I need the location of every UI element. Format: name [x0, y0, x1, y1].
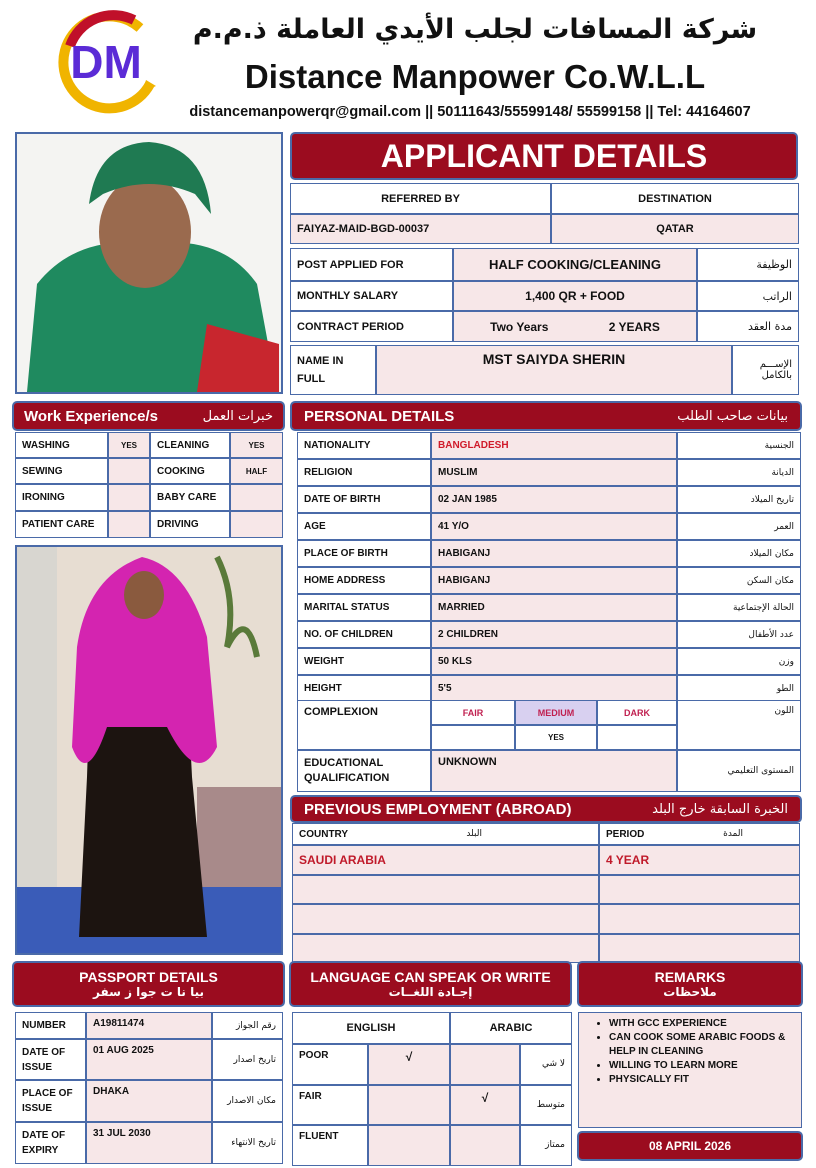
name-arabic: الإســـم بالكامل [732, 345, 799, 395]
remarks-title: REMARKS [654, 969, 726, 985]
work-skill-value [108, 458, 150, 484]
remark-item: • WILLING TO LEARN MORE [609, 1059, 795, 1073]
work-skill-value: HALF [230, 458, 283, 484]
passport-field-arabic: مكان الاصدار [212, 1080, 283, 1122]
complexion-arabic: اللون [677, 700, 801, 750]
passport-field-arabic: تاريخ اصدار [212, 1039, 283, 1080]
employment-country [292, 875, 599, 905]
country-label: COUNTRY [299, 828, 349, 840]
personal-field-label: MARITAL STATUS [297, 594, 431, 621]
applicant-photo [15, 132, 283, 394]
personal-field-label: HOME ADDRESS [297, 567, 431, 594]
contract-arabic: مدة العقد [697, 311, 799, 342]
passport-field-value: DHAKA [86, 1080, 212, 1122]
company-contact: distancemanpowerqr@gmail.com || 50111643/55599148/ 55599158 || Tel: 44164607 [189, 104, 751, 120]
complexion-blank-1 [431, 725, 515, 750]
personal-field-label: PLACE OF BIRTH [297, 540, 431, 567]
previous-employment-header [290, 795, 802, 823]
passport-field-label: DATE OF EXPIRY [15, 1122, 86, 1164]
employment-country: SAUDI ARABIA [292, 845, 599, 875]
employment-period [599, 875, 800, 905]
name-value: MST SAIYDA SHERIN [376, 345, 732, 395]
post-label: POST APPLIED FOR [290, 248, 453, 281]
personal-field-arabic: الحالة الإجتماعية [677, 594, 801, 621]
remarks-title-ar: ملاحظات [663, 985, 717, 999]
personal-field-value: 41 Y/O [431, 513, 677, 540]
passport-field-value: A19811474 [86, 1012, 212, 1039]
passport-title-ar: بيا نا ت جوا ز سفر [93, 985, 204, 999]
personal-field-arabic: العمر [677, 513, 801, 540]
passport-field-arabic: رقم الجواز [212, 1012, 283, 1039]
passport-header [12, 961, 285, 1007]
work-skill-label: CLEANING [150, 432, 230, 458]
employment-country-header [292, 823, 599, 845]
full-body-photo [15, 545, 283, 955]
language-title-ar: إجـادة اللغــات [388, 985, 473, 999]
full-body-illustration [17, 547, 281, 953]
work-skill-label: BABY CARE [150, 484, 230, 511]
applicant-details-title: APPLICANT DETAILS [290, 132, 798, 180]
personal-field-arabic: مكان السكن [677, 567, 801, 594]
personal-field-value: MARRIED [431, 594, 677, 621]
language-arabic-mark: √ [450, 1085, 520, 1126]
contract-value-words: Two Years [490, 319, 549, 334]
language-title: LANGUAGE CAN SPEAK OR WRITE [310, 969, 551, 985]
employment-period: 4 YEAR [599, 845, 800, 875]
work-skill-value [230, 484, 283, 511]
personal-field-label: DATE OF BIRTH [297, 486, 431, 513]
personal-field-label: NATIONALITY [297, 432, 431, 459]
work-skill-label: COOKING [150, 458, 230, 484]
work-skill-value [108, 511, 150, 538]
language-arabic-mark [450, 1044, 520, 1085]
salary-arabic: الراتب [697, 281, 799, 311]
personal-field-value: 50 KLS [431, 648, 677, 675]
personal-details-header [290, 401, 802, 431]
company-english-name: Distance Manpower Co.W.L.L [244, 58, 706, 95]
language-level-label: FLUENT [292, 1125, 368, 1166]
personal-field-value: 5'5 [431, 675, 677, 702]
company-logo [50, 6, 162, 118]
employment-period [599, 904, 800, 934]
passport-field-value: 31 JUL 2030 [86, 1122, 212, 1164]
portrait-illustration [17, 134, 281, 392]
language-header [289, 961, 572, 1007]
work-skill-value [230, 511, 283, 538]
work-skill-label: DRIVING [150, 511, 230, 538]
passport-field-label: DATE OF ISSUE [15, 1039, 86, 1080]
english-header: ENGLISH [292, 1012, 450, 1044]
personal-field-value: MUSLIM [431, 459, 677, 486]
remark-item: • CAN COOK SOME ARABIC FOODS & HELP IN CLEANING [609, 1031, 795, 1059]
period-label: PERIOD [606, 828, 645, 840]
referred-by-label: REFERRED BY [290, 183, 551, 214]
complexion-selected: YES [515, 725, 597, 750]
remark-item: • WITH GCC EXPERIENCE [609, 1017, 795, 1031]
work-experience-title: Work Experience/s [24, 407, 158, 425]
personal-field-arabic: مكان الميلاد [677, 540, 801, 567]
employment-country [292, 904, 599, 934]
personal-field-label: AGE [297, 513, 431, 540]
personal-field-value: 02 JAN 1985 [431, 486, 677, 513]
personal-field-label: HEIGHT [297, 675, 431, 702]
personal-field-arabic: تاريخ الميلاد [677, 486, 801, 513]
passport-field-label: PLACE OF ISSUE [15, 1080, 86, 1122]
language-level-arabic: متوسط [520, 1085, 572, 1126]
work-skill-value: YES [230, 432, 283, 458]
remarks-date: 08 APRIL 2026 [577, 1131, 803, 1161]
language-level-arabic: ممتاز [520, 1125, 572, 1166]
remarks-header [577, 961, 803, 1007]
work-skill-value [108, 484, 150, 511]
contract-value-cell [453, 311, 697, 342]
work-skill-label: SEWING [15, 458, 108, 484]
country-label-ar: البلد [466, 829, 482, 839]
personal-field-arabic: الديانة [677, 459, 801, 486]
language-english-mark: √ [368, 1044, 450, 1085]
remarks-box [578, 1012, 802, 1128]
contract-label: CONTRACT PERIOD [290, 311, 453, 342]
education-value: UNKNOWN [431, 750, 677, 792]
personal-field-label: RELIGION [297, 459, 431, 486]
employment-period [599, 934, 800, 964]
post-value: HALF COOKING/CLEANING [453, 248, 697, 281]
work-experience-header [12, 401, 285, 431]
logo-icon [50, 6, 162, 118]
personal-field-arabic: عدد الأطفال [677, 621, 801, 648]
company-arabic-name: شركة المسافات لجلب الأيدي العاملة ذ.م.م [192, 14, 758, 45]
destination-value: QATAR [551, 214, 799, 244]
referred-by-value: FAIYAZ-MAID-BGD-00037 [290, 214, 551, 244]
personal-field-value: HABIGANJ [431, 567, 677, 594]
complexion-dark: DARK [597, 700, 677, 725]
arabic-header: ARABIC [450, 1012, 572, 1044]
personal-field-value: HABIGANJ [431, 540, 677, 567]
previous-employment-title: PREVIOUS EMPLOYMENT (ABROAD) [304, 800, 572, 818]
work-skill-label: WASHING [15, 432, 108, 458]
personal-field-value: 2 CHILDREN [431, 621, 677, 648]
work-skill-label: IRONING [15, 484, 108, 511]
personal-details-title: PERSONAL DETAILS [304, 407, 455, 425]
education-label: EDUCATIONAL QUALIFICATION [297, 750, 431, 792]
language-english-mark [368, 1085, 450, 1126]
passport-field-label: NUMBER [15, 1012, 86, 1039]
destination-label: DESTINATION [551, 183, 799, 214]
employment-period-header [599, 823, 800, 845]
complexion-blank-2 [597, 725, 677, 750]
personal-field-arabic: وزن [677, 648, 801, 675]
work-skill-label: PATIENT CARE [15, 511, 108, 538]
remarks-list [609, 1017, 795, 1087]
personal-field-value: BANGLADESH [431, 432, 677, 459]
post-arabic: الوظيفة [697, 248, 799, 281]
employment-country [292, 934, 599, 964]
salary-label: MONTHLY SALARY [290, 281, 453, 311]
work-experience-title-ar: خبرات العمل [202, 408, 273, 424]
complexion-medium: MEDIUM [515, 700, 597, 725]
logo-letters: DM [70, 36, 142, 88]
language-level-label: POOR [292, 1044, 368, 1085]
personal-details-title-ar: بيانات صاحب الطلب [677, 408, 788, 424]
personal-field-label: NO. OF CHILDREN [297, 621, 431, 648]
passport-field-value: 01 AUG 2025 [86, 1039, 212, 1080]
complexion-label: COMPLEXION [297, 700, 431, 750]
personal-field-arabic: الجنسية [677, 432, 801, 459]
language-english-mark [368, 1125, 450, 1166]
salary-value: 1,400 QR + FOOD [453, 281, 697, 311]
passport-field-arabic: تاريخ الانتهاء [212, 1122, 283, 1164]
language-level-arabic: لا شي [520, 1044, 572, 1085]
work-skill-value: YES [108, 432, 150, 458]
language-arabic-mark [450, 1125, 520, 1166]
contract-value-years: 2 YEARS [608, 319, 660, 334]
remark-item: • PHYSICALLY FIT [609, 1073, 795, 1087]
personal-field-arabic: الطو [677, 675, 801, 702]
education-arabic: المستوى التعليمي [677, 750, 801, 792]
language-level-label: FAIR [292, 1085, 368, 1126]
name-label: NAME IN FULL [290, 345, 376, 395]
previous-employment-title-ar: الخبرة السابقة خارج البلد [652, 801, 788, 817]
complexion-fair: FAIR [431, 700, 515, 725]
period-label-ar: المدة [723, 829, 743, 839]
personal-field-label: WEIGHT [297, 648, 431, 675]
passport-title: PASSPORT DETAILS [79, 969, 218, 985]
